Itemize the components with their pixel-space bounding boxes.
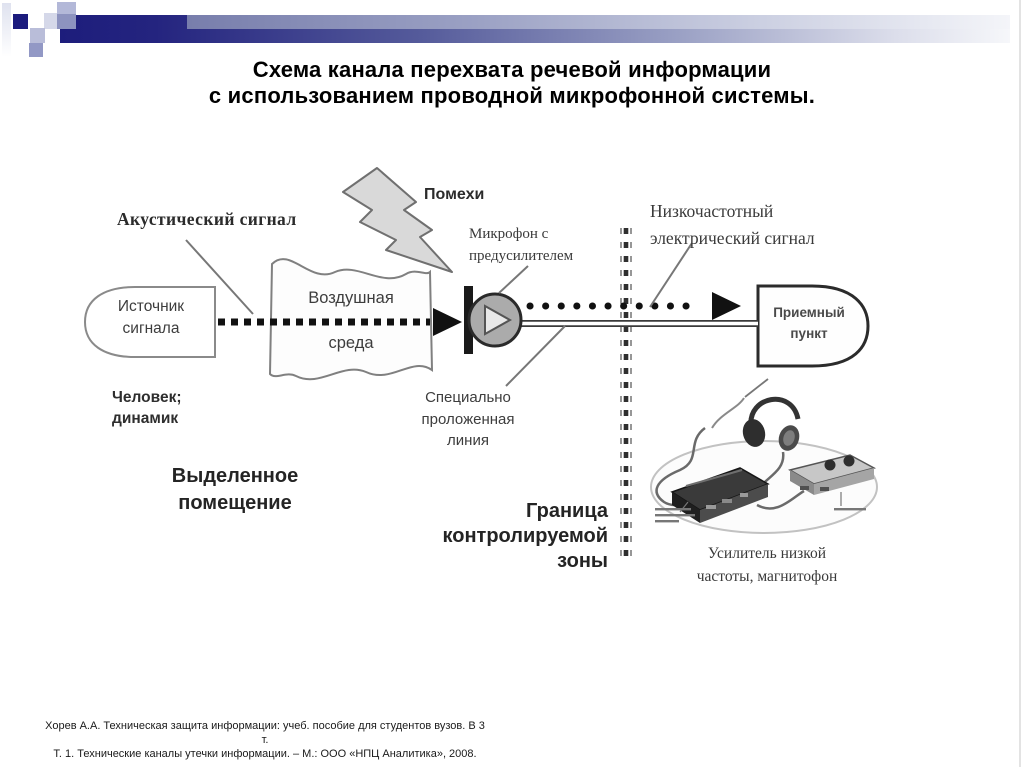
- air-medium-label-line1: Воздушная: [308, 289, 394, 307]
- dedicated-room-label: [140, 463, 330, 517]
- noise-label: Помехи: [424, 186, 485, 203]
- room-label-line2: помещение: [178, 492, 292, 514]
- laid-line-label-line1: Специально: [425, 389, 511, 406]
- source-label-line2: сигнала: [122, 320, 180, 337]
- receiver-equipment-pointer: [745, 379, 768, 397]
- boundary-label-line1: Граница: [526, 500, 608, 522]
- laid-line-label-line2: проложенная: [421, 410, 515, 428]
- receiving-point-label: [762, 302, 856, 344]
- low-frequency-signal-label: [650, 198, 815, 252]
- equipment-illustration: [651, 398, 877, 533]
- receiver-label-line1: Приемный: [773, 305, 845, 320]
- boundary-label-line3: зоны: [557, 550, 608, 572]
- microphone-label: [469, 223, 573, 267]
- amplifier-label-line1: Усилитель низкой: [707, 545, 827, 562]
- receiver-label-line2: пункт: [790, 326, 828, 341]
- microphone-label-pointer: [499, 266, 528, 293]
- amplifier-recorder-label: [672, 542, 862, 588]
- cable-top: [712, 398, 744, 428]
- source-label-line1: Источник: [117, 298, 185, 315]
- electrical-signal-dotted-line: [530, 292, 741, 320]
- human-label-line2: динамик: [112, 410, 179, 427]
- citation-footer: [45, 719, 485, 761]
- room-label-line1: Выделенное: [171, 465, 299, 487]
- microphone-label-line1: Микрофон с: [469, 226, 549, 242]
- microphone-label-line2: предусилителем: [469, 248, 574, 264]
- citation-line1: Хорев А.А. Техническая защита информации: учеб. пособие для студентов вузов. В 3 т.: [45, 720, 485, 746]
- laid-line-label-line3: линия: [447, 432, 489, 449]
- lowfreq-label-line1: Низкочастотный: [650, 201, 774, 221]
- lowfreq-label-pointer: [650, 243, 692, 307]
- title-line-1: Схема канала перехвата речевой информации: [252, 57, 772, 82]
- boundary-label-line2: контролируемой: [442, 525, 608, 547]
- signal-source-label: [90, 296, 212, 340]
- title-line-2: с использованием проводной микрофонной системы.: [208, 83, 816, 108]
- lowfreq-label-line2: электрический сигнал: [650, 228, 815, 248]
- interference-bolt-icon: [343, 168, 452, 272]
- air-medium-label-line2: среда: [328, 334, 374, 352]
- human-label-line1: Человек;: [112, 389, 182, 406]
- acoustic-signal-label: Акустический сигнал: [117, 209, 297, 229]
- controlled-zone-boundary-label: [390, 499, 608, 574]
- human-speaker-label: [112, 387, 182, 429]
- microphone-icon: [464, 286, 521, 354]
- controlled-zone-boundary-line: [623, 224, 630, 560]
- citation-line2: Т. 1. Технические каналы утечки информации. – М.: ООО «НПЦ Аналитика», 2008.: [53, 748, 477, 760]
- amplifier-label-line2: частоты, магнитофон: [696, 568, 838, 585]
- laid-line-label: [400, 387, 536, 452]
